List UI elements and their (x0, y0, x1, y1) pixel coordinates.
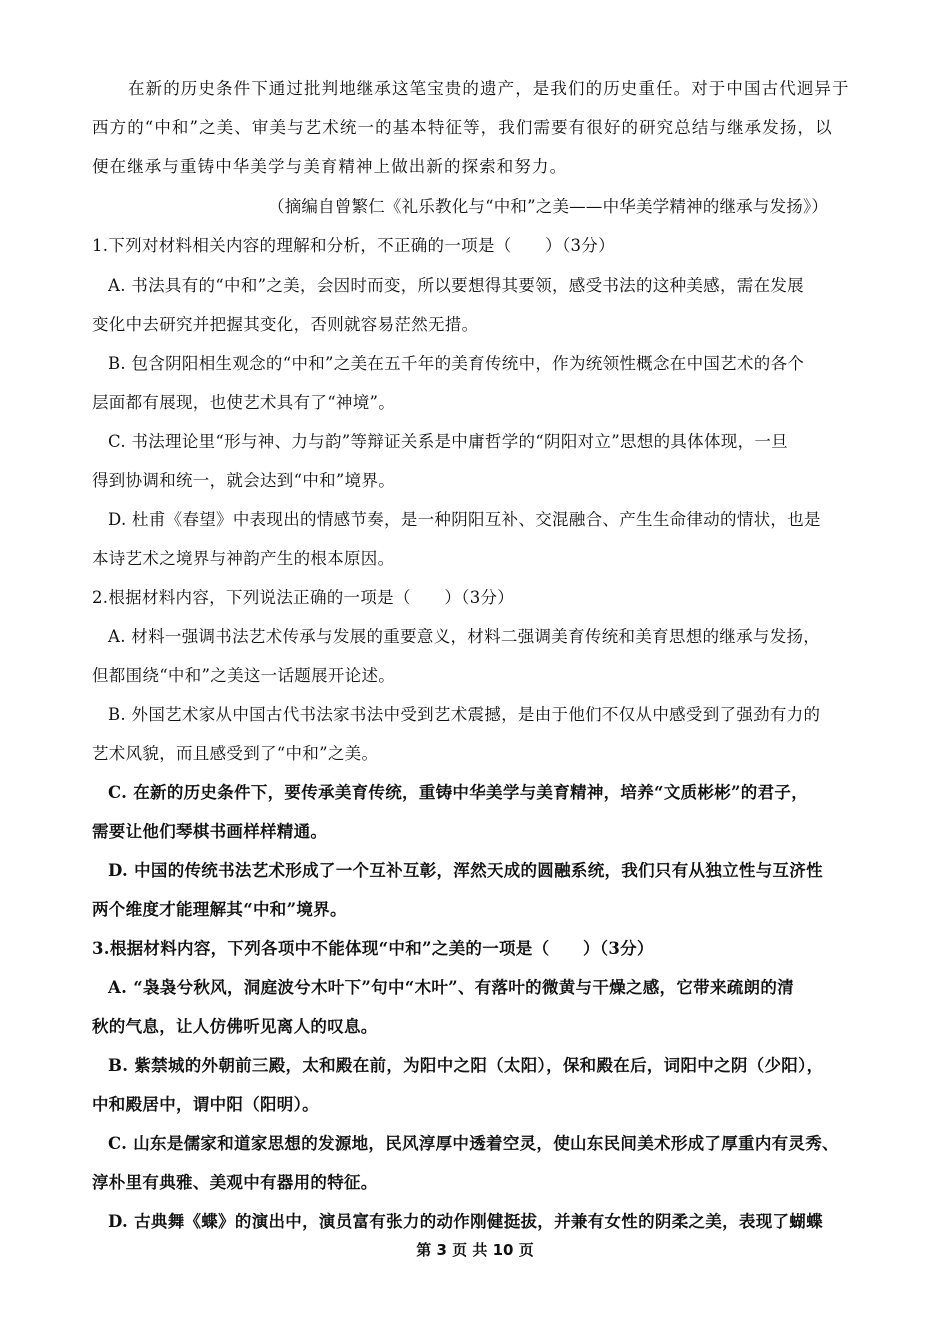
question-stem: 2.根据材料内容，下列说法正确的一项是（ ）（3分） (92, 588, 515, 607)
option-line: D. 古典舞《蝶》的演出中，演员富有张力的动作刚健挺拔，并兼有女性的阴柔之美，表现了蝴蝶 (108, 1212, 823, 1231)
option-line: 但都围绕“中和”之美这一话题展开论述。 (92, 666, 396, 685)
passage-line: 在新的历史条件下通过批判地继承这笔宝贵的遗产，是我们的历史重任。对于中国古代迥异于 (128, 79, 850, 98)
option-line: B. 紫禁城的外朝前三殿，太和殿在前，为阳中之阳（太阳），保和殿在后，词阳中之阴（少阳）， (108, 1056, 824, 1075)
option-line: A. “袅袅兮秋风，洞庭波兮木叶下”句中“木叶”、有落叶的微黄与干燥之感，它带来疏朗的清 (108, 978, 794, 997)
option-line: 淳朴里有典雅、美观中有器用的特征。 (92, 1173, 378, 1192)
option-line: 秋的气息，让人仿佛听见离人的叹息。 (92, 1017, 378, 1036)
option-line: 本诗艺术之境界与神韵产生的根本原因。 (92, 549, 395, 568)
option-line: 变化中去研究并把握其变化，否则就容易茫然无措。 (92, 315, 479, 334)
passage-line: 西方的“中和”之美、审美与艺术统一的基本特征等，我们需要有很好的研究总结与继承发扬，以 (92, 118, 833, 137)
option-line: 得到协调和统一，就会达到“中和”境界。 (92, 471, 396, 490)
option-line: B. 外国艺术家从中国古代书法家书法中受到艺术震撼，是由于他们不仅从中感受到了强劲有力的 (108, 705, 821, 724)
passage-line: 便在继承与重铸中华美学与美育精神上做出新的探索和努力。 (92, 157, 568, 176)
option-line: C. 在新的历史条件下，要传承美育传统，重铸中华美学与美育精神，培养“文质彬彬”的君子， (108, 783, 809, 802)
option-line: 艺术风貌，而且感受到了“中和”之美。 (92, 744, 379, 763)
option-line: B. 包含阴阳相生观念的“中和”之美在五千年的美育传统中，作为统领性概念在中国艺术的各个 (108, 354, 805, 373)
option-line: C. 书法理论里“形与神、力与韵”等辩证关系是中庸哲学的“阴阳对立”思想的具体体现，一旦 (108, 432, 788, 451)
option-line: D. 杜甫《春望》中表现出的情感节奏，是一种阴阳互补、交混融合、产生生命律动的情状，也是 (108, 510, 821, 529)
option-line: A. 书法具有的“中和”之美，会因时而变，所以要想得其要领，感受书法的这种美感，需在发展 (108, 276, 804, 295)
passage-source: （摘编自曾繁仁《礼乐教化与“中和”之美——中华美学精神的继承与发扬》） (268, 197, 829, 216)
option-line: A. 材料一强调书法艺术传承与发展的重要意义，材料二强调美育传统和美育思想的继承与发扬， (108, 627, 821, 646)
page-footer: 第 3 页 共 10 页 (416, 1241, 534, 1259)
option-line: D. 中国的传统书法艺术形成了一个互补互彰，浑然天成的圆融系统，我们只有从独立性与互济性 (108, 861, 823, 880)
option-line: 两个维度才能理解其“中和”境界。 (92, 900, 347, 919)
option-line: 中和殿居中，谓中阳（阳明）。 (92, 1095, 319, 1114)
option-line: 需要让他们琴棋书画样样精通。 (92, 822, 328, 841)
option-line: 层面都有展现，也使艺术具有了“神境”。 (92, 393, 396, 412)
question-stem: 1.下列对材料相关内容的理解和分析，不正确的一项是（ ）（3分） (92, 236, 615, 255)
question-stem: 3.根据材料内容，下列各项中不能体现“中和”之美的一项是（ ）（3分） (92, 939, 654, 958)
option-line: C. 山东是儒家和道家思想的发源地，民风淳厚中透着空灵，使山东民间美术形成了厚重内有灵秀、 (108, 1134, 839, 1153)
